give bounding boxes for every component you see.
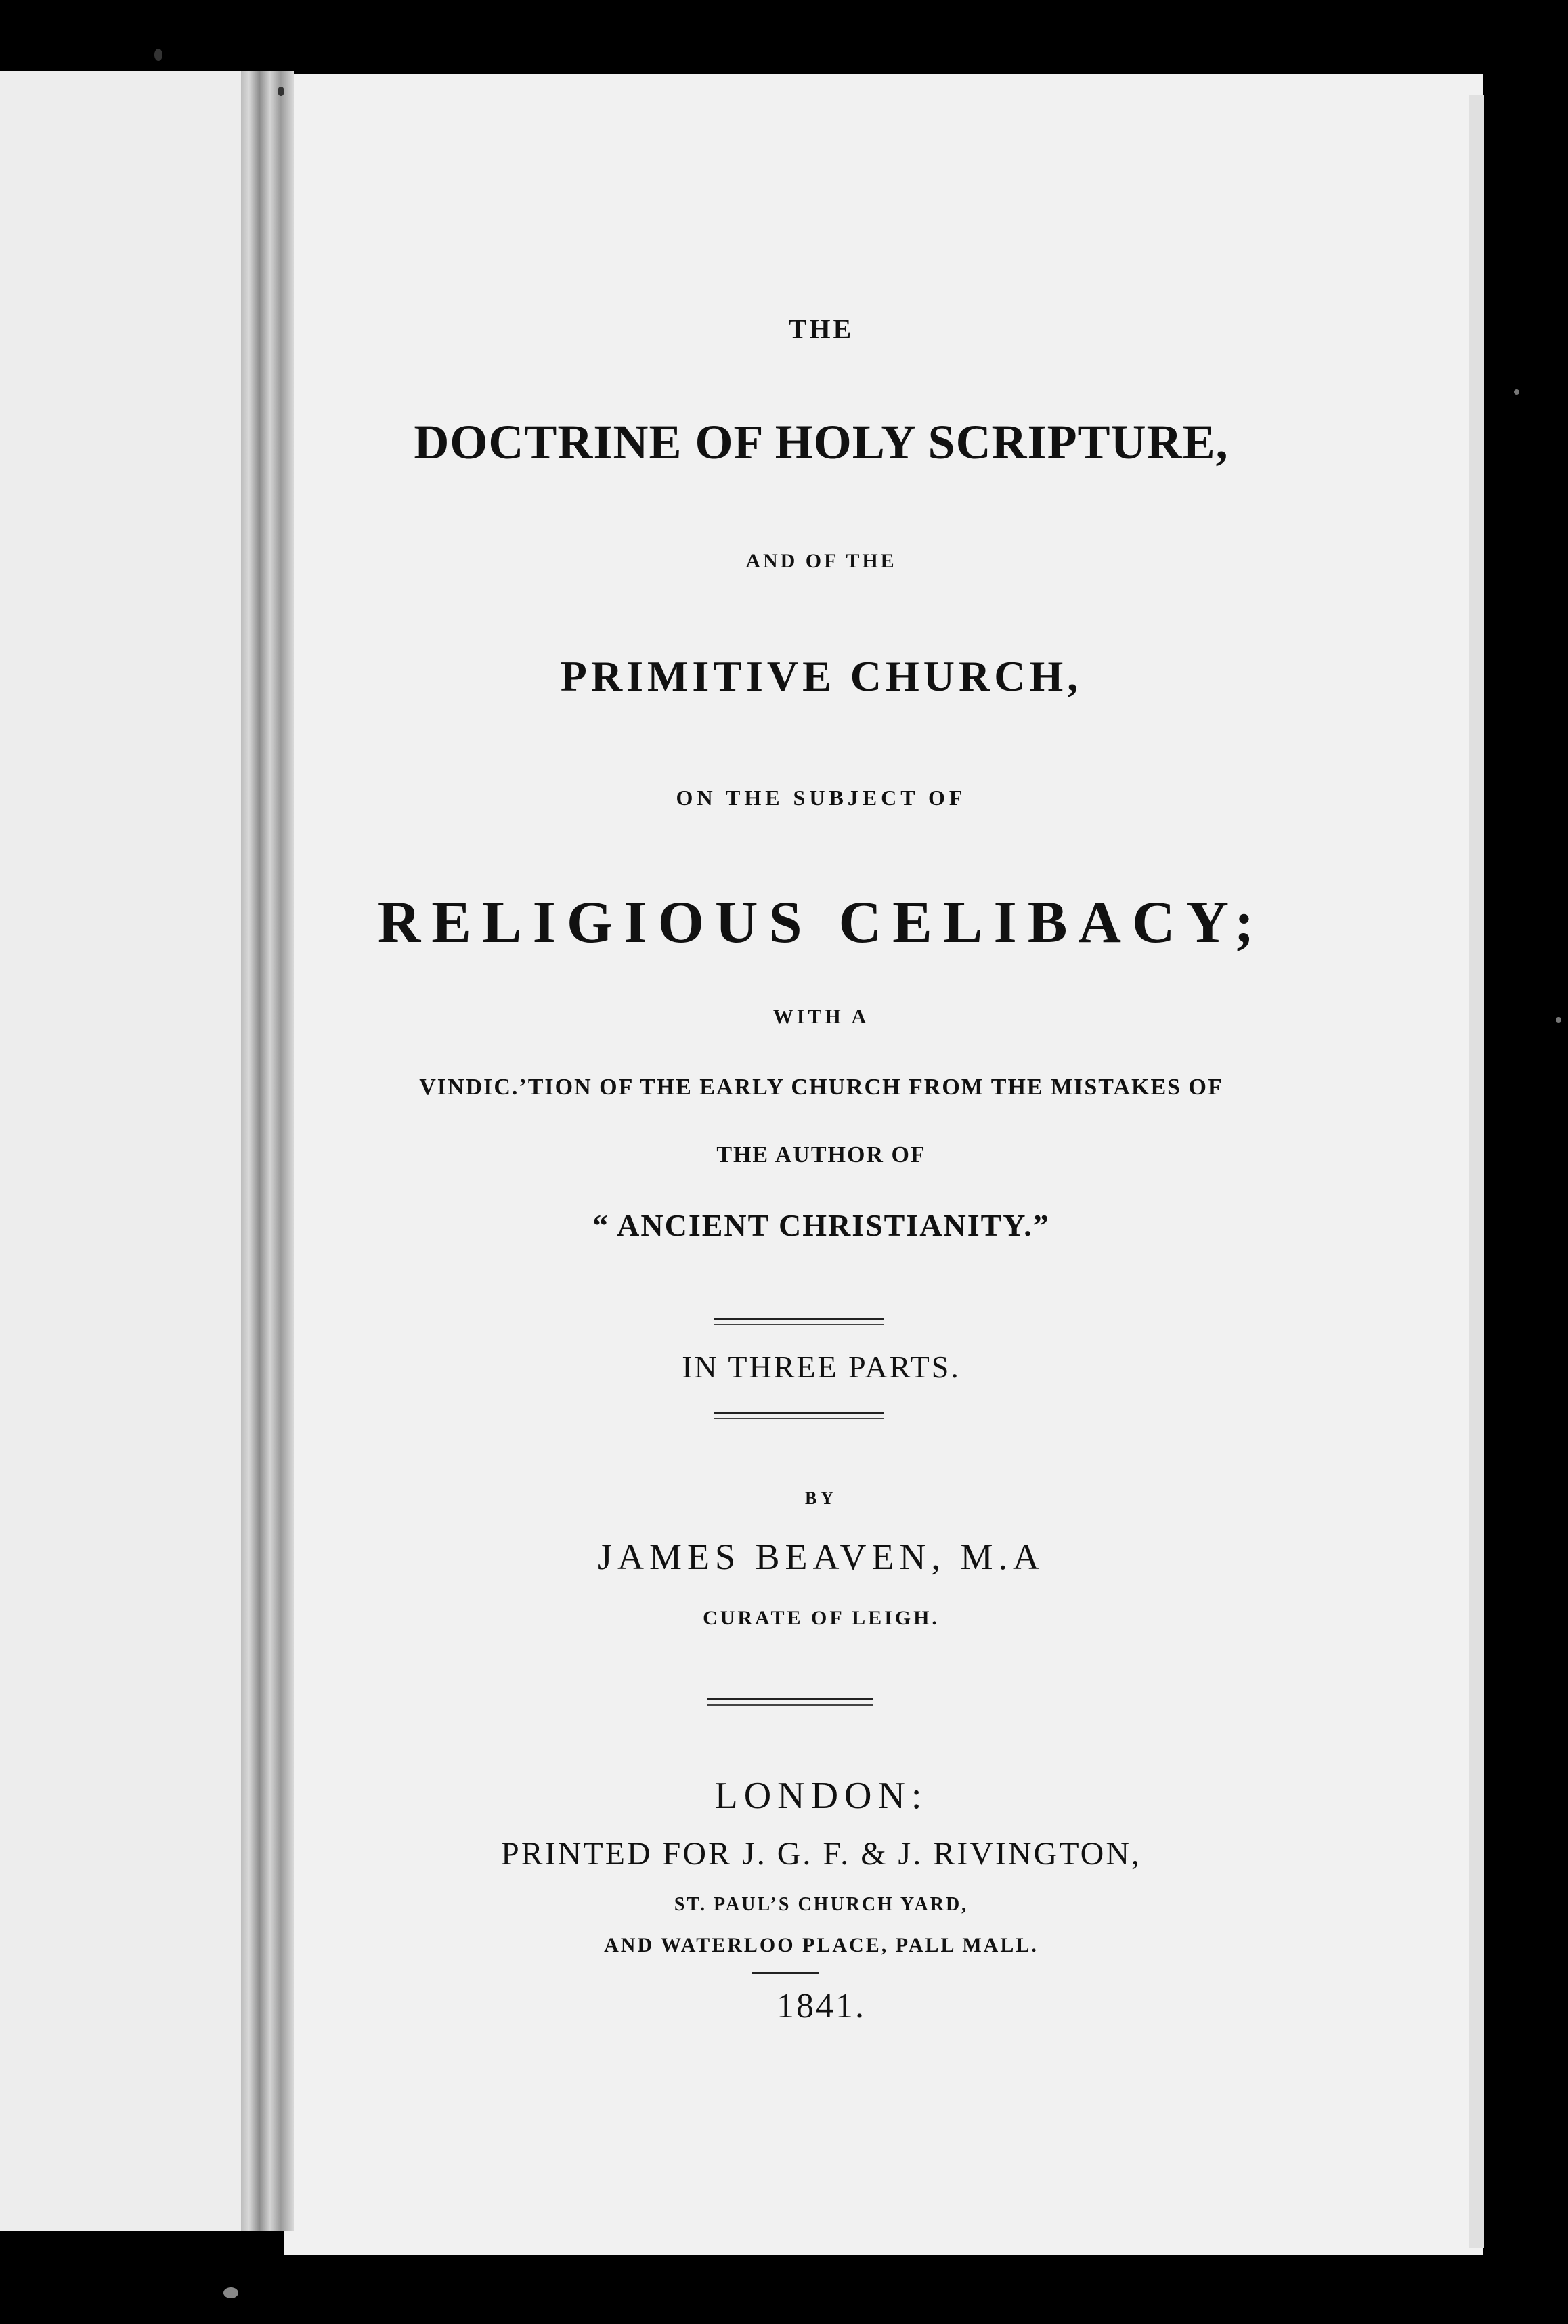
imprint-address-2: AND WATERLOO PLACE, PALL MALL. (604, 1934, 1039, 1956)
religious-celibacy: RELIGIOUS CELIBACY; (377, 890, 1265, 955)
author-name: JAMES BEAVEN, M.A (597, 1536, 1045, 1577)
scan-speck (154, 49, 162, 61)
scan-speck (1556, 1017, 1561, 1023)
rule-above-imprint (707, 1698, 873, 1706)
in-three-parts: IN THREE PARTS. (682, 1350, 961, 1384)
imprint-address-1: ST. PAUL’S CHURCH YARD, (674, 1894, 969, 1915)
author-position: CURATE OF LEIGH. (703, 1607, 940, 1629)
on-the-subject-of: ON THE SUBJECT OF (676, 786, 967, 810)
and-of-the: AND OF THE (745, 550, 897, 572)
by: BY (804, 1488, 838, 1508)
the-author-of: THE AUTHOR OF (716, 1142, 926, 1167)
left-blank-page (0, 71, 241, 2231)
scan-speck (1514, 389, 1519, 395)
rule-below-parts (714, 1412, 884, 1419)
imprint-printer: PRINTED FOR J. G. F. & J. RIVINGTON, (500, 1836, 1141, 1872)
title-the: THE (788, 314, 854, 344)
imprint-year: 1841. (777, 1987, 866, 2025)
primitive-church: PRIMITIVE CHURCH, (560, 652, 1083, 700)
with-a: WITH A (772, 1006, 870, 1028)
imprint-place: LONDON: (714, 1775, 928, 1817)
scan-speck (278, 87, 284, 96)
vindication-line: VINDIC.’TION OF THE EARLY CHURCH FROM THE MISTAKES OF (419, 1075, 1223, 1100)
rule-above-parts (714, 1318, 884, 1325)
main-title: DOCTRINE OF HOLY SCRIPTURE, (414, 415, 1229, 469)
ancient-christianity: “ ANCIENT CHRISTIANITY.” (592, 1208, 1050, 1243)
rule-above-year (752, 1972, 819, 1974)
scan-speck (223, 2287, 238, 2298)
page-edge (1469, 95, 1484, 2248)
